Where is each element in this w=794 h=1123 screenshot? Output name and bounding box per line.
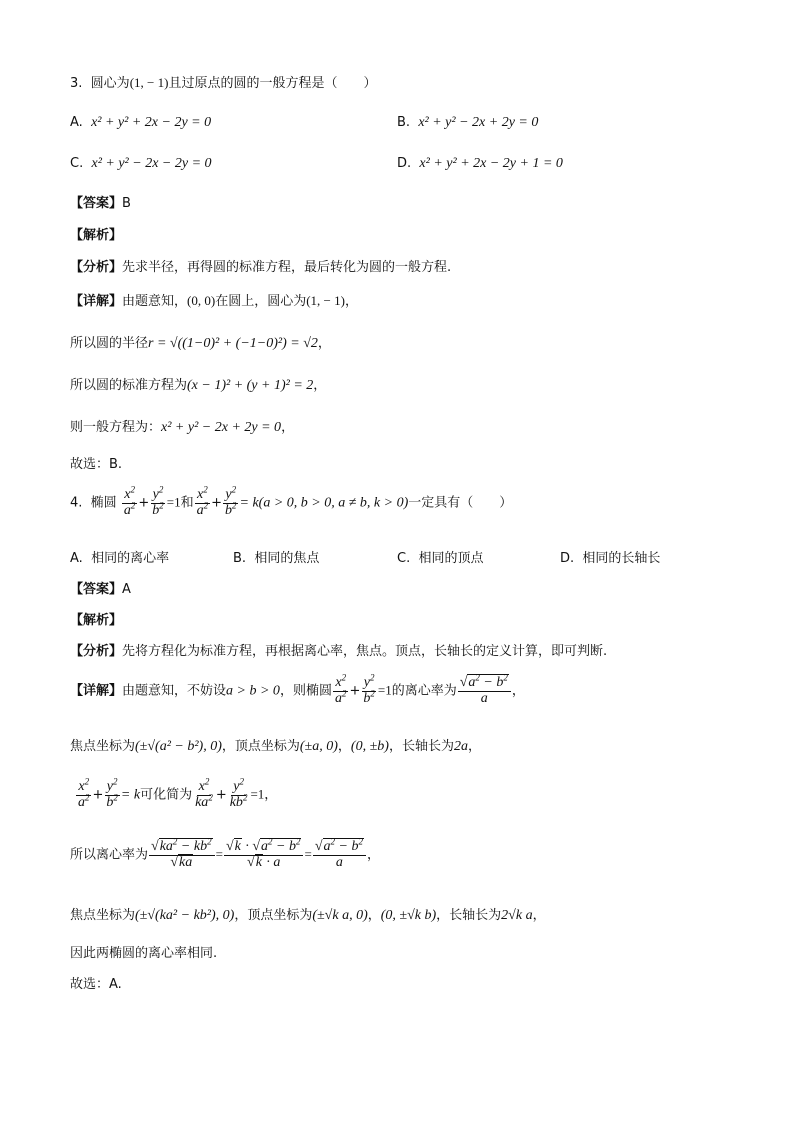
q3-answer: 【答案】B <box>70 196 131 211</box>
q4-analysis-heading: 【解析】 <box>70 613 123 628</box>
q4-stem: 4. 椭圆 $\frac{x^2}{a^2}$ + $\frac{y^2}{b^2}$ =1和 $\frac{x^2}{a^2}$ + $\frac{y^2}{b^2}$ = k(a > 0, b > 0, a ≠ b, k > 0)一定具有（ ） <box>70 484 513 518</box>
q3-number: 3. <box>70 76 83 91</box>
q4-option-d[interactable]: D. 相同的长轴长 <box>560 551 661 566</box>
q3-detail: 【详解】由题意知，(0, 0)在圆上，圆心为(1, − 1)， <box>70 293 358 309</box>
frac-x2-a2: $\frac{x^2}{a^2}$ <box>123 484 136 518</box>
q4-answer: 【答案】A <box>70 582 131 597</box>
q3-stem: 3. 圆心为(1, − 1)且过原点的圆的一般方程是（ ） <box>70 75 377 91</box>
q3-analysis-heading: 【解析】 <box>70 228 123 243</box>
q3-choose: 故选：B. <box>70 457 123 472</box>
q4-option-b[interactable]: B. 相同的焦点 <box>233 551 320 566</box>
q4-conclusion: 因此两椭圆的离心率相同. <box>70 946 218 961</box>
q3-general-equation: 则一般方程为：x² + y² − 2x + 2y = 0， <box>70 420 295 435</box>
q3-option-d[interactable]: D. x² + y² + 2x − 2y + 1 = 0 <box>397 156 563 171</box>
q4-choose: 故选：A. <box>70 977 122 992</box>
q4-option-c[interactable]: C. 相同的顶点 <box>397 551 484 566</box>
frac-y2-b2: $\frac{y^2}{b^2}$ <box>152 484 164 518</box>
q3-radius: 所以圆的半径r = √((1−0)² + (−1−0)²) = √2， <box>70 336 331 351</box>
q4-fenxi: 【分析】先将方程化为标准方程，再根据离心率，焦点。顶点，长轴长的定义计算，即可判断. <box>70 644 608 659</box>
q4-simplify: $\frac{x^2}{a^2}$ + $\frac{y^2}{b^2}$ = k可化简为 $\frac{x^2}{ka^2}$ + $\frac{y^2}{kb^2}$ =1， <box>78 776 278 810</box>
q3-option-b[interactable]: B. x² + y² − 2x + 2y = 0 <box>397 115 539 130</box>
q4-number: 4. <box>70 495 83 511</box>
frac-eccentricity: $\frac{√a^2 - b^2}{a}$ <box>458 676 511 706</box>
q3-center: (1, − 1) <box>129 75 169 90</box>
q3-option-c[interactable]: C. x² + y² − 2x − 2y = 0 <box>70 156 212 171</box>
q4-focus-vertex-2: 焦点坐标为(±√(ka² − kb²), 0)，顶点坐标为(±√k a, 0)，(0, ±√k b)，长轴长为2√k a， <box>70 908 546 923</box>
q4-focus-vertex: 焦点坐标为(±√(a² − b²), 0)，顶点坐标为(±a, 0)，(0, ±b)，长轴长为2a， <box>70 739 481 754</box>
q3-option-a[interactable]: A. x² + y² + 2x − 2y = 0 <box>70 115 212 130</box>
q4-detail: 【详解】由题意知，不妨设a > b > 0，则椭圆 $\frac{x^2}{a^2}$ + $\frac{y^2}{b^2}$ =1的离心率为 $\frac{√a^2 - b^2}{a}$ ， <box>70 672 525 706</box>
q4-option-a[interactable]: A. 相同的离心率 <box>70 551 170 566</box>
q4-eccentricity: 所以离心率为 $\frac{√ka^2 - kb^2}{√ka}$ = $\frac{√k \cdot √a^2 - b^2}{√k \cdot a}$ = $\frac{√a^2 - b^2}{a}$ ， <box>70 836 380 870</box>
q3-standard-equation: 所以圆的标准方程为(x − 1)² + (y + 1)² = 2， <box>70 378 327 393</box>
q3-fenxi: 【分析】先求半径，再得圆的标准方程，最后转化为圆的一般方程. <box>70 260 452 275</box>
